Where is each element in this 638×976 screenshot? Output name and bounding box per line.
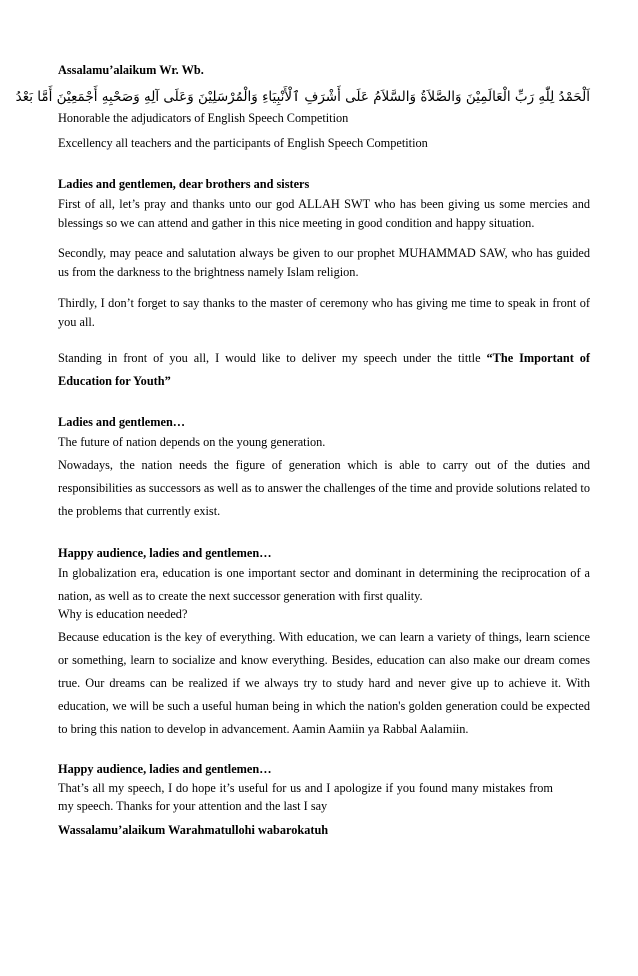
paragraph-second: Secondly, may peace and salutation always be given to our prophet MUHAMMAD SAW, who has guided us from the darkness to the brightness namely Islam religion. bbox=[58, 246, 590, 279]
paragraph-nowadays: Nowadays, the nation needs the figure of generation which is able to carry out of the duties and responsibilities as successors as well as to answer the challenges of the time and provide solutions related to the problems that currently exist. bbox=[58, 458, 590, 518]
address-line-teachers: Excellency all teachers and the participants of English Speech Competition bbox=[58, 136, 428, 150]
why-education-question: Why is education needed? bbox=[58, 607, 188, 621]
paragraph-closing: That’s all my speech, I do hope it’s useful for us and I apologize if you found many mistakes from my speech. Thanks for your attention and the last I say bbox=[58, 781, 553, 813]
greeting: Assalamu’alaikum Wr. Wb. bbox=[58, 63, 204, 77]
section-heading-ladies-gentlemen-brothers: Ladies and gentlemen, dear brothers and sisters bbox=[58, 177, 310, 191]
paragraph-because-education: Because education is the key of everything. With education, we can learn a variety of things, learn science or something, learn to socialize and know everything. Besides, education can also make our dream comes true. Our dreams can be realized if we always try to study hard and never give up to achieve it. With education, we will be such a useful human being in which the nation's golden generation could be expected to bring this nation to develop in advancement. Aamin Aamiin ya Rabbal Aalamiin. bbox=[58, 630, 590, 736]
paragraph-speech-title bbox=[58, 347, 590, 393]
future-of-nation-line: The future of nation depends on the young generation. bbox=[58, 435, 326, 449]
speech-title: “The Important of Education for Youth” bbox=[58, 351, 590, 388]
section-heading-happy-audience-closing: Happy audience, ladies and gentlemen… bbox=[58, 762, 272, 776]
speech-title-intro: Standing in front of you all, I would like to deliver my speech under the tittle bbox=[58, 351, 481, 365]
section-heading-ladies-gentlemen: Ladies and gentlemen… bbox=[58, 415, 186, 429]
arabic-opening: اَلْحَمْدُ لِلّٰهِ رَبِّ الْعَالَمِيْنَ وَالصَّلاَةُ وَالسَّلاَمُ عَلَى أَشْرَفِ ٱلْأَنْبِيَاءِ وَالْمُرْسَلِيْنَ وَعَلَى آلِهِ وَصَحْبِهِ أَجْمَعِيْنَ أَمَّا بَعْدُ bbox=[15, 89, 590, 105]
paragraph-globalization: In globalization era, education is one important sector and dominant in determining the reciprocation of a nation, as well as to create the next successor generation with first quality. bbox=[58, 566, 590, 603]
address-line-adjudicators: Honorable the adjudicators of English Speech Competition bbox=[58, 111, 349, 125]
paragraph-third: Thirdly, I don’t forget to say thanks to the master of ceremony who has giving me time to speak in front of you all. bbox=[58, 296, 590, 329]
section-heading-happy-audience: Happy audience, ladies and gentlemen… bbox=[58, 546, 272, 560]
farewell: Wassalamu’alaikum Warahmatullohi wabarokatuh bbox=[58, 823, 329, 837]
paragraph-first: First of all, let’s pray and thanks unto our god ALLAH SWT who has been giving us some mercies and blessings so we can attend and gather in this nice meeting in good condition and happy situation. bbox=[58, 197, 590, 230]
